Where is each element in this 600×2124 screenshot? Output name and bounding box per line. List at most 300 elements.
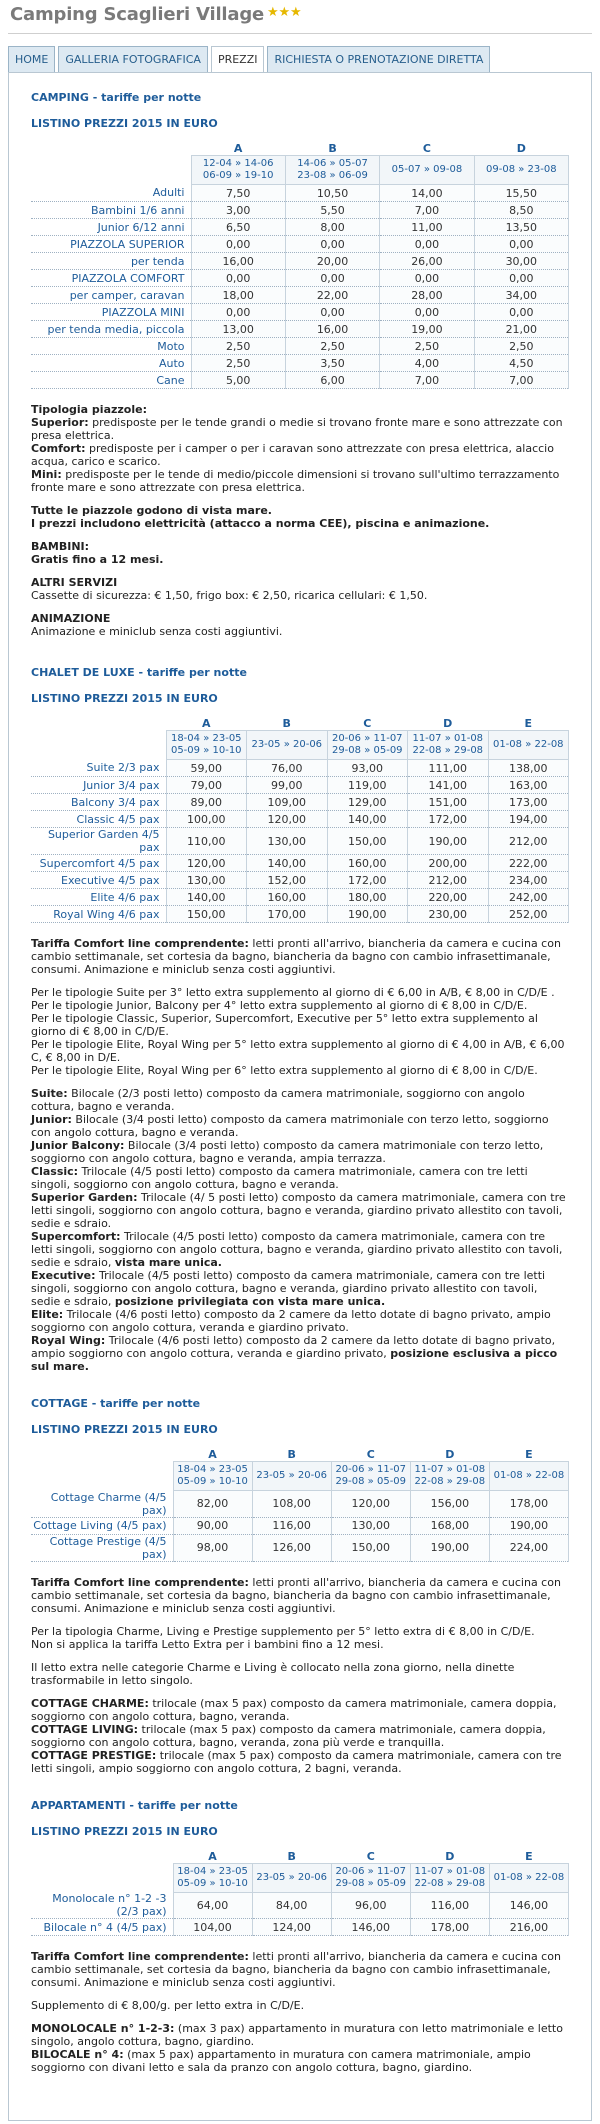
price-cell: 15,50	[474, 185, 568, 202]
cottage-supplement-2: Non si applica la tariffa Letto Extra per i bambini fino a 12 mesi.	[31, 1637, 384, 1651]
row-label: Auto	[31, 355, 191, 372]
price-cell: 146,00	[489, 1892, 568, 1919]
tab-richiesta-prenotazione[interactable]: RICHIESTA O PRENOTAZIONE DIRETTA	[267, 46, 490, 72]
date-range: 01-08 » 22-08	[492, 739, 564, 750]
price-cell: 163,00	[488, 777, 569, 794]
price-cell: 220,00	[408, 889, 489, 906]
column-dates	[474, 156, 568, 185]
price-cell: 116,00	[252, 1517, 331, 1534]
desc-living: trilocale (max 5 pax) composto da camera matrimoniale, camera doppia, soggiorno con angolo cottura, bagno, veranda, zona più verde e tranquilla.	[31, 1722, 546, 1749]
table-row	[31, 372, 569, 389]
price-cell: 2,50	[380, 338, 474, 355]
column-dates	[173, 1863, 252, 1892]
price-cell: 141,00	[408, 777, 489, 794]
price-cell: 93,00	[327, 760, 408, 777]
row-label: per tenda	[31, 253, 191, 270]
animazione-title: ANIMAZIONE	[31, 612, 111, 625]
cottage-extra-bed-note: Il letto extra nelle categorie Charme e Living è collocato nella zona giorno, nella dinette trasformabile in letto singolo.	[31, 1660, 515, 1687]
price-cell: 130,00	[247, 828, 328, 855]
tab-home[interactable]: HOME	[8, 46, 55, 72]
header-divider	[8, 33, 592, 34]
price-cell: 64,00	[173, 1892, 252, 1919]
column-letter: C	[363, 717, 372, 730]
chalet-notes	[31, 937, 569, 1373]
price-cell: 194,00	[488, 811, 569, 828]
date-range: 29-08 » 05-09	[335, 1476, 407, 1487]
price-cell: 10,50	[285, 185, 379, 202]
price-cell: 2,50	[474, 338, 568, 355]
price-cell: 2,50	[191, 338, 285, 355]
desc-executive-highlight: posizione privilegiata con vista mare unica.	[114, 1295, 386, 1308]
price-cell: 190,00	[327, 906, 408, 923]
cottage-listino-title: LISTINO PREZZI 2015 IN EURO	[31, 1423, 218, 1436]
row-label: Junior 6/12 anni	[31, 219, 191, 236]
comfort-label: Comfort:	[31, 442, 86, 455]
date-range: 11-07 » 01-08	[412, 733, 484, 744]
price-cell: 0,00	[380, 304, 474, 321]
column-letter: D	[445, 1448, 455, 1461]
desc-suite-label: Suite:	[31, 1087, 68, 1100]
column-dates	[173, 1462, 252, 1491]
price-cell: 2,50	[191, 355, 285, 372]
row-label: Junior 3/4 pax	[31, 777, 166, 794]
price-cell: 150,00	[166, 906, 247, 923]
price-cell: 4,00	[380, 355, 474, 372]
desc-supercomfort-highlight: vista mare unica.	[114, 1256, 222, 1269]
price-cell: 0,00	[191, 304, 285, 321]
price-cell: 130,00	[331, 1517, 410, 1534]
site-title[interactable]: Camping Scaglieri Village ★★★	[10, 4, 302, 25]
row-label: Monolocale n° 1-2 -3 (2/3 pax)	[31, 1892, 173, 1919]
table-row	[31, 855, 569, 872]
column-dates	[380, 156, 474, 185]
column-letter: C	[366, 1448, 375, 1461]
column-dates	[252, 1462, 331, 1491]
price-cell: 30,00	[474, 253, 568, 270]
corner-cell	[31, 1851, 173, 1864]
price-cell: 0,00	[380, 270, 474, 287]
price-cell: 0,00	[474, 270, 568, 287]
price-cell: 224,00	[489, 1534, 568, 1561]
price-cell: 180,00	[327, 889, 408, 906]
desc-royal-highlight: posizione esclusiva a picco sul mare.	[31, 1347, 558, 1373]
camping-notes	[31, 403, 569, 638]
price-cell: 190,00	[408, 828, 489, 855]
column-letter: C	[422, 142, 431, 155]
table-row	[31, 287, 569, 304]
bambini-text: Gratis fino a 12 mesi.	[31, 553, 164, 566]
price-cell: 109,00	[247, 794, 328, 811]
price-cell: 124,00	[252, 1919, 331, 1936]
price-cell: 21,00	[474, 321, 568, 338]
date-range: 22-08 » 29-08	[414, 1877, 486, 1889]
price-cell: 140,00	[166, 889, 247, 906]
table-row	[31, 185, 569, 202]
table-row	[31, 794, 569, 811]
column-dates	[327, 731, 408, 760]
animazione-text: Animazione e miniclub senza costi aggiuntivi.	[31, 625, 283, 638]
column-dates	[489, 1462, 568, 1491]
row-label: Supercomfort 4/5 pax	[31, 855, 166, 872]
cottage-comfort-text: letti pronti all'arrivo, biancheria da camera e cucina con cambio settimanale, set cortesia da bagno, biancheria da bagno con cambio infrasettimanale, consumi. Animazione e miniclub senza costi aggiuntivi.	[31, 1575, 561, 1615]
price-cell: 28,00	[380, 287, 474, 304]
table-row	[31, 253, 569, 270]
column-letter: E	[524, 717, 532, 730]
price-cell: 100,00	[166, 811, 247, 828]
row-label: Suite 2/3 pax	[31, 760, 166, 777]
desc-classic-label: Classic:	[31, 1165, 79, 1178]
corner-cell	[31, 143, 191, 156]
star-rating-icon: ★★★	[267, 5, 302, 20]
price-cell: 0,00	[474, 304, 568, 321]
cottage-title: COTTAGE - tariffe per notte	[31, 1397, 201, 1410]
chalet-title: CHALET DE LUXE - tariffe per notte	[31, 666, 247, 679]
desc-charme-label: COTTAGE CHARME:	[31, 1696, 149, 1710]
column-letter: B	[287, 1448, 296, 1461]
row-label: Adulti	[31, 185, 191, 202]
row-label: Cottage Charme (4/5 pax)	[31, 1491, 173, 1518]
camping-listino-title: LISTINO PREZZI 2015 IN EURO	[31, 117, 218, 130]
date-range: 18-04 » 23-05	[177, 1865, 248, 1877]
price-cell: 76,00	[247, 760, 328, 777]
table-row	[31, 219, 569, 236]
content-panel	[8, 72, 592, 2121]
price-cell: 0,00	[191, 236, 285, 253]
price-cell: 7,50	[191, 185, 285, 202]
include-note: I prezzi includono elettricità (attacco a norma CEE), piscina e animazione.	[31, 517, 490, 530]
tipologia-title: Tipologia piazzole:	[31, 403, 147, 416]
date-range: 29-08 » 05-09	[331, 745, 403, 756]
price-cell: 16,00	[285, 321, 379, 338]
cottage-supplement-1: Per la tipologia Charme, Living e Prestige supplemento per 5° letto extra di € 8,00 in C/D/E.	[31, 1624, 535, 1638]
chalet-supplement-1: Per le tipologie Suite per 3° letto extra supplemento al giorno di € 6,00 in A/B, € 8,00 in C/D/E .	[31, 986, 555, 999]
servizi-title: ALTRI SERVIZI	[31, 576, 118, 589]
date-range: 29-08 » 05-09	[335, 1877, 407, 1889]
price-cell: 129,00	[327, 794, 408, 811]
price-cell: 242,00	[488, 889, 569, 906]
row-label: Classic 4/5 pax	[31, 811, 166, 828]
table-row	[31, 777, 569, 794]
price-cell: 82,00	[173, 1491, 252, 1518]
table-row	[31, 906, 569, 923]
date-range: 23-08 » 06-09	[297, 170, 368, 181]
desc-charme: trilocale (max 5 pax) composto da camera matrimoniale, camera doppia, soggiorno con angolo cottura, bagno, veranda.	[31, 1696, 557, 1723]
table-row	[31, 304, 569, 321]
corner-cell	[31, 731, 166, 760]
column-letter: A	[201, 717, 211, 730]
price-cell: 90,00	[173, 1517, 252, 1534]
table-row	[31, 1517, 569, 1534]
desc-executive-label: Executive:	[31, 1269, 96, 1282]
row-label: Moto	[31, 338, 191, 355]
date-range: 05-07 » 09-08	[391, 164, 463, 175]
row-label: Balcony 3/4 pax	[31, 794, 166, 811]
column-dates	[408, 731, 489, 760]
date-range: 20-06 » 11-07	[335, 1464, 407, 1475]
price-cell: 212,00	[408, 872, 489, 889]
column-letter: B	[287, 1849, 296, 1863]
corner-cell	[31, 1462, 173, 1491]
column-letter: D	[516, 142, 526, 155]
chalet-comfort-label: Tariffa Comfort line comprendente:	[31, 937, 249, 950]
date-range: 12-04 » 14-06	[202, 158, 274, 169]
column-letter: D	[445, 1849, 455, 1863]
price-cell: 5,50	[285, 202, 379, 219]
date-range: 01-08 » 22-08	[493, 1871, 565, 1883]
app-supplement: Supplemento di € 8,00/g. per letto extra in C/D/E.	[31, 1999, 305, 2012]
date-range: 06-09 » 19-10	[202, 170, 274, 181]
column-letter: E	[525, 1448, 533, 1461]
desc-royal: Trilocale (4/6 posti letto) composto da 2 camere da letto dotate di bagno privato, ampio soggiorno con angolo cottura, veranda e giardino privato,	[31, 1334, 556, 1360]
price-cell: 120,00	[247, 811, 328, 828]
price-cell: 8,00	[285, 219, 379, 236]
date-range: 11-07 » 01-08	[414, 1464, 486, 1475]
cottage-notes	[31, 1576, 569, 1775]
row-label: PIAZZOLA COMFORT	[31, 270, 191, 287]
column-dates	[488, 731, 569, 760]
desc-supercomfort-label: Supercomfort:	[31, 1230, 121, 1243]
price-cell: 0,00	[285, 270, 379, 287]
column-dates	[166, 731, 247, 760]
date-range: 23-05 » 20-06	[256, 1871, 327, 1883]
price-cell: 230,00	[408, 906, 489, 923]
date-range: 22-08 » 29-08	[412, 745, 484, 756]
price-cell: 172,00	[327, 872, 408, 889]
price-cell: 104,00	[173, 1919, 252, 1936]
price-cell: 7,00	[380, 372, 474, 389]
price-cell: 8,50	[474, 202, 568, 219]
price-cell: 7,00	[380, 202, 474, 219]
chalet-supplement-5: Per le tipologie Elite, Royal Wing per 6° letto extra supplemento al giorno di € 8,00 in C/D/E.	[31, 1064, 538, 1077]
price-cell: 151,00	[408, 794, 489, 811]
price-cell: 5,00	[191, 372, 285, 389]
desc-garden-label: Superior Garden:	[31, 1191, 138, 1204]
price-cell: 98,00	[173, 1534, 252, 1561]
desc-balcony-label: Junior Balcony:	[31, 1139, 125, 1152]
superior-text: predisposte per le tende grandi o medie si trovano fronte mare e sono attrezzate con presa elettrica.	[31, 416, 563, 442]
price-cell: 3,50	[285, 355, 379, 372]
corner-cell	[31, 156, 191, 185]
desc-bilocale-label: BILOCALE n° 4:	[31, 2048, 124, 2061]
date-range: 23-05 » 20-06	[251, 739, 323, 750]
price-cell: 160,00	[247, 889, 328, 906]
table-row	[31, 202, 569, 219]
row-label: Bilocale n° 4 (4/5 pax)	[31, 1919, 173, 1936]
vista-mare-note: Tutte le piazzole godono di vista mare.	[31, 504, 272, 517]
price-cell: 110,00	[166, 828, 247, 855]
price-cell: 126,00	[252, 1534, 331, 1561]
price-cell: 168,00	[410, 1517, 489, 1534]
price-cell: 200,00	[408, 855, 489, 872]
price-cell: 0,00	[474, 236, 568, 253]
price-cell: 96,00	[331, 1892, 410, 1919]
date-range: 01-08 » 22-08	[493, 1470, 565, 1481]
column-letter: E	[525, 1849, 533, 1863]
table-row	[31, 872, 569, 889]
date-range: 14-06 » 05-07	[297, 158, 368, 169]
row-label: Cottage Prestige (4/5 pax)	[31, 1534, 173, 1561]
desc-elite: Trilocale (4/6 posti letto) composto da 2 camere da letto dotate di bagno privato, ampio soggiorno con angolo cottura, veranda e giardino privato.	[31, 1308, 551, 1334]
price-cell: 190,00	[410, 1534, 489, 1561]
table-row	[31, 889, 569, 906]
price-cell: 6,50	[191, 219, 285, 236]
mini-text: predisposte per le tende di medio/piccole dimensioni si trovano sull'ultimo terrazzamento fronte mare e sono attrezzate con presa elettrica.	[31, 468, 560, 494]
appartamenti-title: APPARTAMENTI - tariffe per notte	[31, 1798, 238, 1812]
corner-cell	[31, 1449, 173, 1462]
price-cell: 108,00	[252, 1491, 331, 1518]
price-cell: 222,00	[488, 855, 569, 872]
price-cell: 4,50	[474, 355, 568, 372]
column-dates	[191, 156, 285, 185]
price-cell: 0,00	[380, 236, 474, 253]
price-cell: 16,00	[191, 253, 285, 270]
row-label: PIAZZOLA SUPERIOR	[31, 236, 191, 253]
price-cell: 20,00	[285, 253, 379, 270]
desc-prestige: trilocale (max 5 pax) composto da camera matrimoniale, camera con tre letti singoli, ampio soggiorno con angolo cottura, 2 bagni, veranda.	[31, 1748, 562, 1775]
cottage-price-table	[31, 1449, 569, 1562]
row-label: PIAZZOLA MINI	[31, 304, 191, 321]
desc-junior-label: Junior:	[31, 1113, 72, 1126]
price-cell: 172,00	[408, 811, 489, 828]
main-nav	[8, 46, 592, 72]
price-cell: 212,00	[488, 828, 569, 855]
column-letter: A	[233, 142, 243, 155]
chalet-comfort-text: letti pronti all'arrivo, biancheria da camera e cucina con cambio settimanale, set cortesia da bagno, biancheria da bagno con cambio infrasettimanale, consumi. Animazione e miniclub senza costi aggiuntivi.	[31, 937, 561, 976]
date-range: 05-09 » 10-10	[177, 1877, 248, 1889]
column-dates	[489, 1863, 568, 1892]
desc-balcony: Bilocale (3/4 posti letto) composto da camera matrimoniale con terzo letto, soggiorno con angolo cottura, bagno e veranda, ampia terrazza.	[31, 1139, 544, 1165]
chalet-price-table	[31, 718, 569, 923]
cottage-comfort-label: Tariffa Comfort line comprendente:	[31, 1575, 249, 1589]
table-row	[31, 828, 569, 855]
column-letter: B	[328, 142, 337, 155]
price-cell: 19,00	[380, 321, 474, 338]
price-cell: 150,00	[327, 828, 408, 855]
desc-suite: Bilocale (2/3 posti letto) composto da camera matrimoniale, soggiorno con angolo cottura, bagno e veranda.	[31, 1087, 525, 1113]
price-cell: 120,00	[331, 1491, 410, 1518]
camping-price-table	[31, 143, 569, 389]
price-cell: 160,00	[327, 855, 408, 872]
desc-supercomfort: Trilocale (4/5 posti letto) composto da camera matrimoniale, camera con tre letti singoli, soggiorno con angolo cottura, bagno e veranda, giardino privato allestito con tavoli, sedie e sdraio,	[31, 1230, 563, 1269]
tab-galleria-fotografica[interactable]: GALLERIA FOTOGRAFICA	[58, 46, 208, 72]
price-cell: 0,00	[285, 304, 379, 321]
servizi-text: Cassette di sicurezza: € 1,50, frigo box: € 2,50, ricarica cellulari: € 1,50.	[31, 589, 428, 602]
column-letter: C	[366, 1849, 375, 1863]
desc-elite-label: Elite:	[31, 1308, 64, 1321]
table-row	[31, 321, 569, 338]
price-cell: 170,00	[247, 906, 328, 923]
price-cell: 152,00	[247, 872, 328, 889]
table-row	[31, 236, 569, 253]
desc-prestige-label: COTTAGE PRESTIGE:	[31, 1748, 157, 1762]
mini-label: Mini:	[31, 468, 62, 481]
price-cell: 22,00	[285, 287, 379, 304]
price-cell: 6,00	[285, 372, 379, 389]
date-range: 11-07 » 01-08	[414, 1865, 486, 1877]
price-cell: 119,00	[327, 777, 408, 794]
row-label: Cottage Living (4/5 pax)	[31, 1517, 173, 1534]
column-letter: A	[208, 1849, 217, 1863]
comfort-text: predisposte per i camper o per i caravan sono attrezzate con presa elettrica, alaccio acqua, carico e scarico.	[31, 442, 554, 468]
price-cell: 190,00	[489, 1517, 568, 1534]
column-dates	[331, 1863, 410, 1892]
table-row	[31, 760, 569, 777]
price-cell: 89,00	[166, 794, 247, 811]
date-range: 20-06 » 11-07	[331, 733, 403, 744]
price-cell: 140,00	[327, 811, 408, 828]
desc-junior: Bilocale (3/4 posti letto) composto da camera matrimoniale con terzo letto, soggiorno con angolo cottura, bagno e veranda.	[31, 1113, 549, 1139]
corner-cell	[31, 1863, 173, 1892]
price-cell: 150,00	[331, 1534, 410, 1561]
price-cell: 120,00	[166, 855, 247, 872]
price-cell: 79,00	[166, 777, 247, 794]
desc-monolocale-label: MONOLOCALE n° 1-2-3:	[31, 2022, 175, 2035]
price-cell: 178,00	[489, 1491, 568, 1518]
date-range: 05-09 » 10-10	[177, 1476, 248, 1487]
price-cell: 7,00	[474, 372, 568, 389]
table-row	[31, 1892, 569, 1919]
appartamenti-notes	[31, 1950, 569, 2074]
price-cell: 234,00	[488, 872, 569, 889]
price-cell: 13,00	[191, 321, 285, 338]
price-cell: 0,00	[191, 270, 285, 287]
site-header	[0, 0, 600, 36]
column-dates	[410, 1462, 489, 1491]
date-range: 09-08 » 23-08	[486, 164, 557, 175]
column-letter: B	[282, 717, 291, 730]
price-cell: 3,00	[191, 202, 285, 219]
chalet-supplement-3: Per le tipologie Classic, Superior, Supercomfort, Executive per 5° letto extra supplemento al giorno di € 8,00 in C/D/E.	[31, 1012, 538, 1038]
column-dates	[331, 1462, 410, 1491]
date-range: 20-06 » 11-07	[335, 1865, 407, 1877]
table-row	[31, 338, 569, 355]
desc-executive: Trilocale (4/5 posti letto) composto da camera matrimoniale, camera con tre letti singoli, soggiorno con angolo cottura, bagno e veranda, giardino privato allestito con tavoli, sedie e sdraio,	[31, 1269, 546, 1308]
price-cell: 11,00	[380, 219, 474, 236]
table-row	[31, 1919, 569, 1936]
tab-prezzi[interactable]: PREZZI	[211, 46, 265, 72]
appartamenti-listino-title: LISTINO PREZZI 2015 IN EURO	[31, 1824, 218, 1838]
column-letter: D	[443, 717, 453, 730]
price-cell: 26,00	[380, 253, 474, 270]
table-row	[31, 1491, 569, 1518]
price-cell: 2,50	[285, 338, 379, 355]
price-cell: 99,00	[247, 777, 328, 794]
row-label: Executive 4/5 pax	[31, 872, 166, 889]
price-cell: 146,00	[331, 1919, 410, 1936]
price-cell: 116,00	[410, 1892, 489, 1919]
column-dates	[285, 156, 379, 185]
price-cell: 14,00	[380, 185, 474, 202]
chalet-supplement-4: Per le tipologie Elite, Royal Wing per 5° letto extra supplemento al giorno di € 4,00 in A/B, € 6,00 C, € 8,00 in D/E.	[31, 1038, 565, 1064]
row-label: Bambini 1/6 anni	[31, 202, 191, 219]
price-cell: 156,00	[410, 1491, 489, 1518]
row-label: Superior Garden 4/5 pax	[31, 828, 166, 855]
date-range: 18-04 » 23-05	[177, 1464, 248, 1475]
table-row	[31, 355, 569, 372]
date-range: 22-08 » 29-08	[414, 1476, 486, 1487]
price-cell: 18,00	[191, 287, 285, 304]
price-cell: 84,00	[252, 1892, 331, 1919]
price-cell: 173,00	[488, 794, 569, 811]
column-dates	[247, 731, 328, 760]
price-cell: 34,00	[474, 287, 568, 304]
price-cell: 252,00	[488, 906, 569, 923]
desc-garden: Trilocale (4/ 5 posti letto) composto da camera matrimoniale, camera con tre letti singoli, soggiorno con angolo cottura, bagno e veranda, giardino privato allestito con tavoli, sedie e sdraio.	[31, 1191, 566, 1230]
row-label: Royal Wing 4/6 pax	[31, 906, 166, 923]
price-cell: 59,00	[166, 760, 247, 777]
date-range: 23-05 » 20-06	[256, 1470, 327, 1481]
row-label: Elite 4/6 pax	[31, 889, 166, 906]
